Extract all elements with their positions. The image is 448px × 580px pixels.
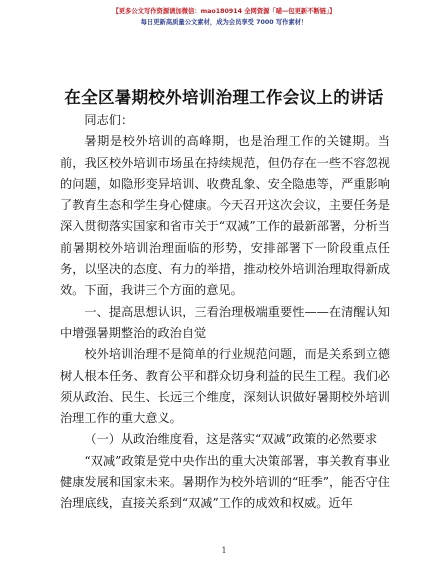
paragraph-section-1: 校外培训治理不是简单的行业规范问题，而是关系到立德树人根本任务、教育公平和群众切身利益的民生工程。我们必须从政治、民生、长远三个维度，深刻认识做好暑期校外培训治理工作的重大意义。 xyxy=(60,347,390,426)
promo-line-2: 每日更新高质量公文素材，成为会员享受 7000 写作素材！ xyxy=(140,19,308,26)
promo-banner xyxy=(0,6,448,28)
paragraph-subsection-1: “双减”政策是党中央作出的重大决策部署，事关教育事业健康发展和国家未来。暑期作为校外培训的“旺季”，能否守住治理底线，直接关系到“双减”工作的成效和权威。近年 xyxy=(60,453,390,511)
subsection-heading-1: （一）从政治维度看，这是落实“双减”政策的必然要求 xyxy=(84,432,378,447)
page-number: 1 xyxy=(221,546,227,555)
promo-line-1: 【更多公文写作资源请加微信：mao180914 全网资源「喵—包更新不断链」】 xyxy=(112,8,336,15)
document-title: 在全区暑期校外培训治理工作会议上的讲话 xyxy=(64,88,384,107)
document-body xyxy=(60,110,390,515)
paragraph-intro: 暑期是校外培训的高峰期，也是治理工作的关键期。当前，我区校外培训市场虽在持续规范，但仍存在一些不容忽视的问题，如隐形变异培训、收费乱象、安全隐患等，严重影响了教育生态和学生身心健康。今天召开这次会议，主要任务是深入贯彻落实国家和省市关于“双减”工作的最新部署，分析当前暑期校外培训治理面临的形势，安排部署下一阶段重点任务，以坚决的态度、有力的举措，推动校外培训治理取得新成效。下面，我讲三个方面的意见。 xyxy=(60,134,390,298)
salutation: 同志们： xyxy=(84,113,134,127)
section-heading-1: 一、提高思想认识，三看治理极端重要性——在清醒认知中增强暑期整治的政治自觉 xyxy=(60,304,390,340)
